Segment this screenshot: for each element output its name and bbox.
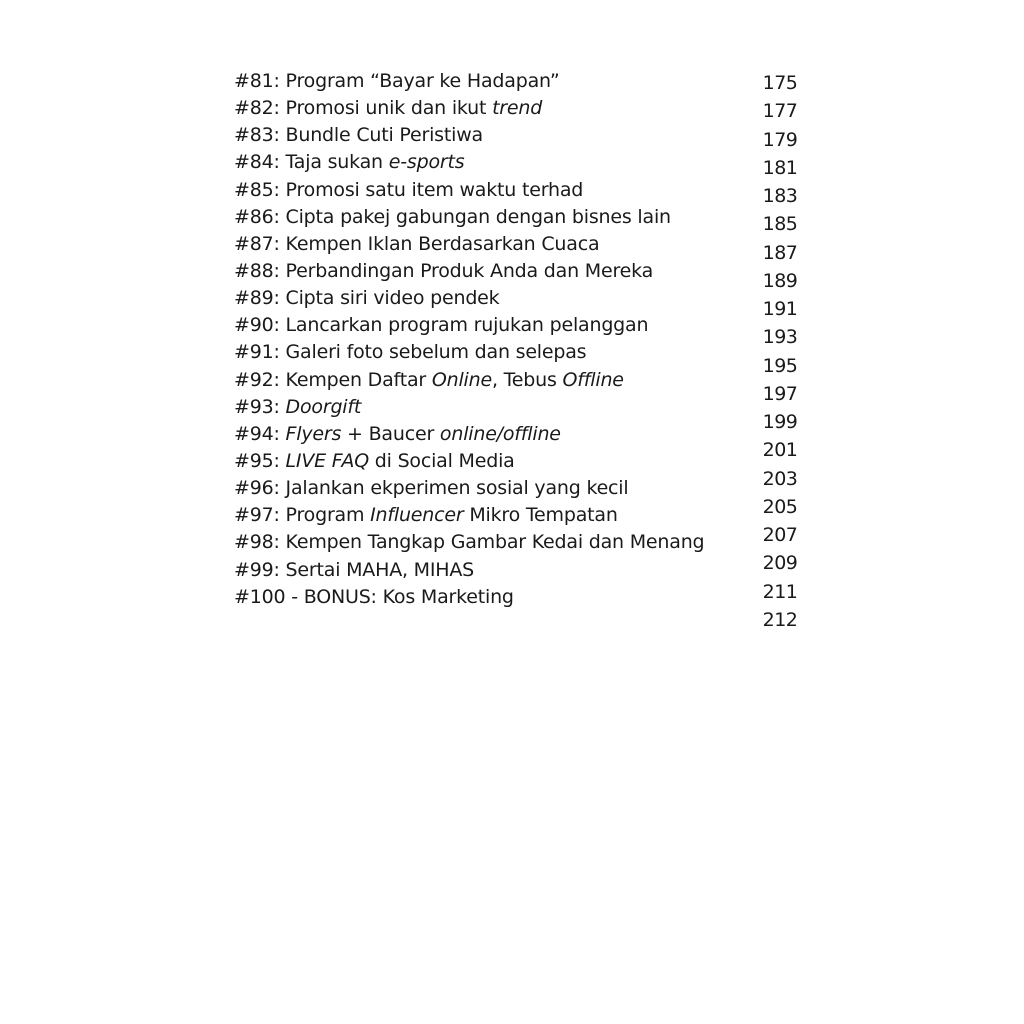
toc-page-number: 197 [762, 382, 798, 405]
toc-entry-text: #92: Kempen Daftar [234, 368, 432, 391]
toc-entry-text: #81: Program “Bayar ke Hadapan” [234, 70, 560, 92]
toc-entry [234, 95, 754, 122]
toc-entry-text: #98: Kempen Tangkap Gambar Kedai dan Menang [234, 531, 705, 554]
toc-page-number-list [752, 69, 808, 634]
toc-entry [234, 231, 754, 258]
toc-entry-text: #94: [234, 422, 286, 445]
toc-page-number: 175 [762, 72, 798, 94]
toc-entry-text: #85: Promosi satu item waktu terhad [234, 178, 584, 201]
toc-page-number: 177 [762, 100, 798, 123]
toc-page-number: 183 [762, 185, 798, 207]
toc-entry-italic-text: Offline [562, 368, 624, 391]
toc-entry-text: #91: Galeri foto sebelum dan selepas [234, 341, 587, 364]
toc-entry-text: #97: Program [234, 504, 371, 527]
toc-entry-text: #83: Bundle Cuti Peristiwa [234, 124, 483, 147]
toc-entry-text: , Tebus [491, 368, 563, 391]
toc-entry [234, 502, 754, 529]
toc-entry-italic-text: trend [492, 97, 543, 120]
toc-entry-text: #86: Cipta pakej gabungan dengan bisnes lain [234, 205, 671, 228]
toc-entry [234, 122, 754, 149]
toc-page-number: 187 [762, 241, 798, 264]
toc-entry-text: #95: [234, 449, 286, 472]
toc-page-number: 209 [762, 552, 798, 575]
toc-entry-text: #88: Perbandingan Produk Anda dan Mereka [234, 259, 654, 282]
toc-entry-italic-text: e-sports [388, 151, 465, 174]
toc-page-number: 205 [762, 495, 798, 518]
toc-entry-italic-text: online/offline [439, 422, 561, 445]
toc-entry [234, 339, 754, 366]
toc-entry-italic-text: LIVE FAQ [285, 449, 369, 472]
toc-page-number: 193 [762, 326, 798, 349]
toc-entry-text: #82: Promosi unik dan ikut [234, 97, 493, 120]
toc-entry [234, 421, 754, 448]
toc-entry [234, 177, 754, 204]
toc-entry-list [234, 68, 754, 611]
toc-page-number: 179 [762, 128, 798, 151]
toc-page-number: 207 [762, 524, 798, 546]
toc-page-number: 181 [762, 156, 798, 179]
toc-entry-text: + Baucer [341, 422, 440, 445]
toc-entry-italic-text: Flyers [285, 422, 342, 445]
toc-entry-italic-text: Doorgift [285, 395, 362, 418]
toc-entry [234, 68, 754, 95]
toc-entry [234, 529, 754, 556]
toc-entry-text: #90: Lancarkan program rujukan pelanggan [234, 314, 649, 337]
toc-entry-text: #100 - BONUS: Kos Marketing [234, 585, 514, 608]
toc-entry [234, 394, 754, 421]
toc-entry-italic-text: Influencer [370, 504, 464, 527]
toc-entry [234, 448, 754, 475]
toc-entry [234, 584, 754, 611]
toc-page-number: 212 [762, 608, 798, 631]
toc-entry-text: #99: Sertai MAHA, MIHAS [234, 558, 475, 581]
toc-page-number: 199 [762, 411, 798, 433]
toc-entry [234, 367, 754, 394]
toc-page-number: 211 [762, 580, 798, 603]
toc-entry-text: #96: Jalankan ekperimen sosial yang kecil [234, 477, 629, 500]
toc-entry [234, 149, 754, 176]
toc-entry [234, 557, 754, 584]
toc-entry-italic-text: Online [431, 368, 492, 391]
toc-entry [234, 312, 754, 339]
toc-entry-text: di Social Media [368, 449, 515, 472]
toc-entry-text: #84: Taja sukan [234, 151, 389, 174]
toc-entry [234, 285, 754, 312]
toc-page-number: 195 [762, 354, 798, 377]
toc-entry [234, 204, 754, 231]
toc-entry-text: Mikro Tempatan [463, 504, 618, 527]
toc-entry [234, 258, 754, 285]
toc-entry [234, 475, 754, 502]
toc-page-number: 189 [762, 269, 798, 292]
toc-entry-text: #89: Cipta siri video pendek [234, 287, 500, 310]
toc-page-number: 191 [762, 298, 798, 320]
toc-page-number: 201 [762, 439, 798, 462]
toc-entry-text: #93: [234, 395, 286, 418]
toc-page-number: 203 [762, 467, 798, 490]
toc-page-number: 185 [762, 213, 798, 236]
toc-entry-text: #87: Kempen Iklan Berdasarkan Cuaca [234, 232, 600, 255]
